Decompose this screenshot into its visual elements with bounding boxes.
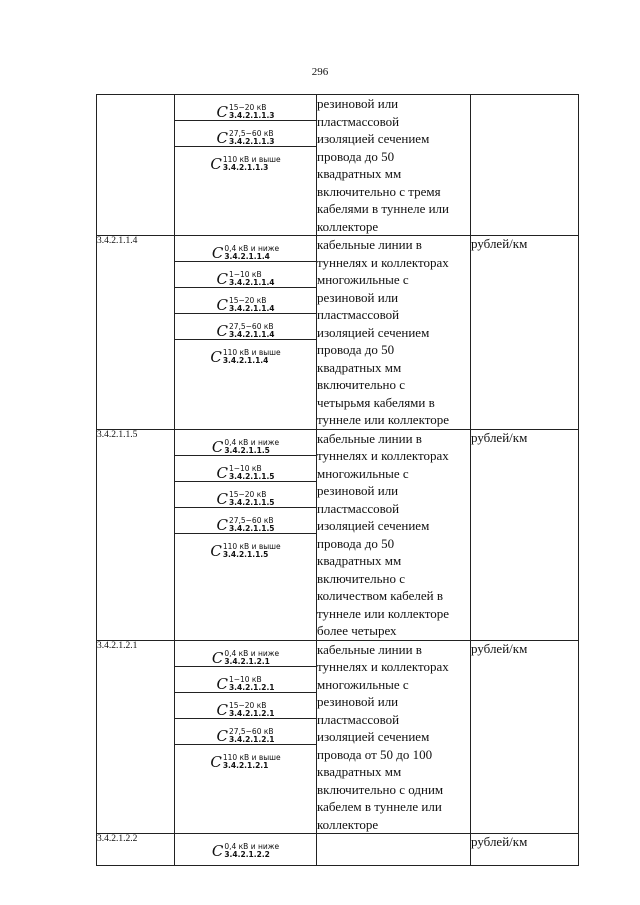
symbol-letter: C (216, 322, 228, 340)
rate-symbol (216, 290, 274, 313)
symbol-superscript: 110 кВ и выше (222, 155, 281, 164)
symbol-cell (175, 429, 317, 640)
description-line: включительно с (317, 570, 405, 586)
description-line: квадратных мм (317, 764, 402, 779)
symbol-subscript: 3.4.2.1.1.3 (228, 111, 275, 120)
symbol-superscript: 0,4 кВ и ниже (224, 437, 280, 447)
symbol-subscript: 3.4.2.1.1.4 (228, 304, 275, 313)
unit-cell: рублей/км (471, 429, 579, 640)
symbol-superscript: 15−20 кВ (228, 296, 267, 305)
unit-cell: рублей/км (471, 640, 579, 834)
row-code: 3.4.2.1.2.2 (97, 834, 175, 866)
table-row (97, 95, 579, 236)
description-line: включительно с одним (317, 781, 444, 797)
symbol-letter: C (216, 515, 228, 534)
symbol-subscript: 3.4.2.1.2.1 (224, 656, 270, 666)
description-cell (317, 236, 471, 430)
symbol-superscript: 15−20 кВ (228, 103, 267, 112)
table-row (97, 640, 579, 834)
table-row (97, 429, 579, 640)
row-code: 3.4.2.1.1.4 (97, 236, 175, 430)
symbol-cell (175, 236, 317, 430)
symbol-superscript: 15−20 кВ (228, 489, 267, 499)
symbol-letter: C (216, 103, 228, 121)
symbol-subcell (175, 456, 316, 482)
description-line: кабельные линии в (317, 237, 422, 252)
description-line: туннелях и коллекторах (317, 448, 449, 463)
description-cell (317, 834, 471, 866)
symbol-letter: C (216, 129, 228, 147)
rate-symbol (210, 747, 280, 770)
symbol-superscript: 27,5−60 кВ (228, 129, 274, 138)
description-line: многожильные с (317, 465, 409, 481)
symbol-subcell (175, 693, 316, 719)
rate-symbol (216, 264, 274, 287)
symbol-superscript: 0,4 кВ и ниже (224, 648, 280, 658)
table-row (97, 236, 579, 430)
symbol-subscript: 3.4.2.1.1.5 (224, 445, 270, 455)
symbol-subscript: 3.4.2.1.1.3 (222, 163, 269, 172)
symbol-subcell (175, 340, 316, 366)
symbol-subcell (175, 314, 316, 340)
symbol-subcell (175, 719, 316, 745)
description-line: пластмассовой (317, 113, 400, 129)
page-number: 296 (311, 66, 329, 78)
description-line: резиновой или (317, 96, 399, 111)
symbol-superscript: 27,5−60 кВ (228, 322, 274, 331)
symbol-subscript: 3.4.2.1.1.4 (228, 330, 275, 339)
symbol-subscript: 3.4.2.1.2.1 (228, 708, 275, 718)
symbol-superscript: 110 кВ и выше (222, 541, 281, 551)
symbol-subscript: 3.4.2.1.1.4 (224, 252, 270, 261)
unit-cell: рублей/км (471, 834, 579, 866)
symbol-subcell (175, 262, 316, 288)
description-line: туннелях и коллекторах (317, 659, 449, 674)
symbol-letter: C (216, 463, 228, 482)
rate-symbol (216, 316, 274, 339)
symbol-subscript: 3.4.2.1.1.5 (222, 549, 269, 559)
description-line: резиновой или (317, 483, 399, 498)
description-line: кабелем в туннеле или (317, 799, 442, 814)
rate-symbol (210, 342, 280, 365)
symbol-subscript: 3.4.2.1.1.3 (228, 137, 275, 146)
symbol-subcell (175, 95, 316, 121)
row-code (97, 95, 175, 236)
description-line: более четырех (317, 623, 397, 638)
unit-cell: рублей/км (471, 236, 579, 430)
symbol-superscript: 110 кВ и выше (222, 752, 281, 762)
rate-symbol (216, 458, 274, 481)
description-line: провода до 50 (317, 342, 395, 357)
symbol-subcell (175, 121, 316, 147)
symbol-letter: C (211, 648, 224, 667)
description-line: включительно с (317, 377, 405, 392)
symbol-letter: C (211, 842, 224, 860)
symbol-letter: C (210, 348, 222, 366)
symbol-subcell (175, 745, 316, 771)
description-cell (317, 429, 471, 640)
symbol-subscript: 3.4.2.1.1.5 (228, 523, 275, 533)
symbol-letter: C (210, 541, 222, 560)
description-line: пластмассовой (317, 307, 400, 322)
symbol-letter: C (216, 489, 228, 508)
description-line: включительно с тремя (317, 183, 441, 199)
description-line: изоляцией сечением (317, 518, 430, 533)
symbol-subcell (175, 147, 316, 173)
symbol-subcell (175, 641, 316, 667)
description-line: многожильные с (317, 676, 409, 692)
description-line: кабельные линии в (317, 641, 422, 657)
symbol-subcell (175, 236, 316, 262)
description-line: изоляцией сечением (317, 729, 430, 744)
symbol-subcell (175, 667, 316, 693)
symbol-letter: C (216, 726, 228, 745)
symbol-letter: C (216, 270, 228, 288)
tariff-table (96, 94, 579, 866)
symbol-superscript: 0,4 кВ и ниже (224, 842, 280, 851)
rate-symbol (216, 97, 274, 120)
description-line: резиновой или (317, 289, 399, 305)
rate-symbol (216, 721, 274, 744)
description-line: туннеле или коллекторе (317, 412, 450, 427)
description-line: коллекторе (317, 218, 379, 234)
rate-symbol (216, 695, 274, 718)
symbol-superscript: 27,5−60 кВ (228, 726, 274, 736)
rate-symbol (212, 432, 279, 455)
symbol-subscript: 3.4.2.1.2.1 (228, 734, 275, 744)
symbol-subscript: 3.4.2.1.1.4 (228, 278, 275, 287)
symbol-subscript: 3.4.2.1.2.2 (224, 850, 270, 859)
symbol-subcell (175, 834, 316, 860)
symbol-subcell (175, 482, 316, 508)
description-line: коллекторе (317, 816, 379, 832)
symbol-superscript: 0,4 кВ и ниже (224, 244, 280, 253)
description-cell (317, 95, 471, 236)
rate-symbol (212, 238, 279, 261)
row-code: 3.4.2.1.2.1 (97, 640, 175, 834)
symbol-subscript: 3.4.2.1.2.1 (228, 682, 275, 692)
symbol-superscript: 1−10 кВ (228, 463, 262, 473)
description-line: туннелях и коллекторах (317, 254, 449, 270)
symbol-subscript: 3.4.2.1.2.1 (222, 760, 269, 770)
description-line: изоляцией сечением (317, 324, 430, 340)
symbol-subscript: 3.4.2.1.1.5 (228, 471, 275, 481)
rate-symbol (216, 484, 274, 507)
description-line: квадратных мм (317, 553, 402, 568)
description-line: провода от 50 до 100 (317, 746, 433, 762)
table-row (97, 834, 579, 866)
symbol-cell (175, 640, 317, 834)
symbol-superscript: 15−20 кВ (228, 700, 267, 710)
row-code: 3.4.2.1.1.5 (97, 429, 175, 640)
description-line: квадратных мм (317, 166, 402, 181)
description-line: изоляцией сечением (317, 131, 430, 146)
symbol-letter: C (211, 244, 224, 262)
symbol-letter: C (210, 752, 222, 771)
description-line: кабельные линии в (317, 430, 422, 446)
rate-symbol (216, 510, 274, 533)
symbol-subcell (175, 534, 316, 560)
description-line: квадратных мм (317, 359, 402, 375)
description-line: пластмассовой (317, 500, 400, 516)
symbol-letter: C (216, 296, 228, 314)
description-line: резиновой или (317, 694, 399, 709)
description-line: количеством кабелей в (317, 588, 443, 603)
symbol-letter: C (210, 155, 222, 173)
rate-symbol (216, 123, 274, 146)
symbol-subcell (175, 508, 316, 534)
symbol-subcell (175, 288, 316, 314)
rate-symbol (216, 669, 274, 692)
symbol-subcell (175, 430, 316, 456)
description-cell (317, 640, 471, 834)
description-line: кабелями в туннеле или (317, 201, 449, 216)
rate-symbol (212, 836, 279, 859)
rate-symbol (212, 643, 279, 666)
description-line: туннеле или коллекторе (317, 605, 450, 621)
description-line: многожильные с (317, 272, 409, 287)
symbol-letter: C (216, 674, 228, 693)
symbol-superscript: 1−10 кВ (228, 674, 262, 684)
symbol-letter: C (216, 700, 228, 719)
unit-cell (471, 95, 579, 236)
rate-symbol (210, 536, 280, 559)
symbol-cell (175, 834, 317, 866)
symbol-superscript: 110 кВ и выше (222, 348, 281, 357)
description-line: четырьмя кабелями в (317, 394, 435, 410)
symbol-letter: C (211, 437, 224, 456)
symbol-cell (175, 95, 317, 236)
rate-symbol (210, 149, 280, 172)
symbol-superscript: 27,5−60 кВ (228, 515, 274, 525)
symbol-subscript: 3.4.2.1.1.5 (228, 497, 275, 507)
symbol-superscript: 1−10 кВ (228, 270, 262, 279)
description-line: провода до 50 (317, 535, 395, 551)
description-line: пластмассовой (317, 711, 400, 727)
description-line: провода до 50 (317, 148, 395, 164)
symbol-subscript: 3.4.2.1.1.4 (222, 356, 269, 365)
